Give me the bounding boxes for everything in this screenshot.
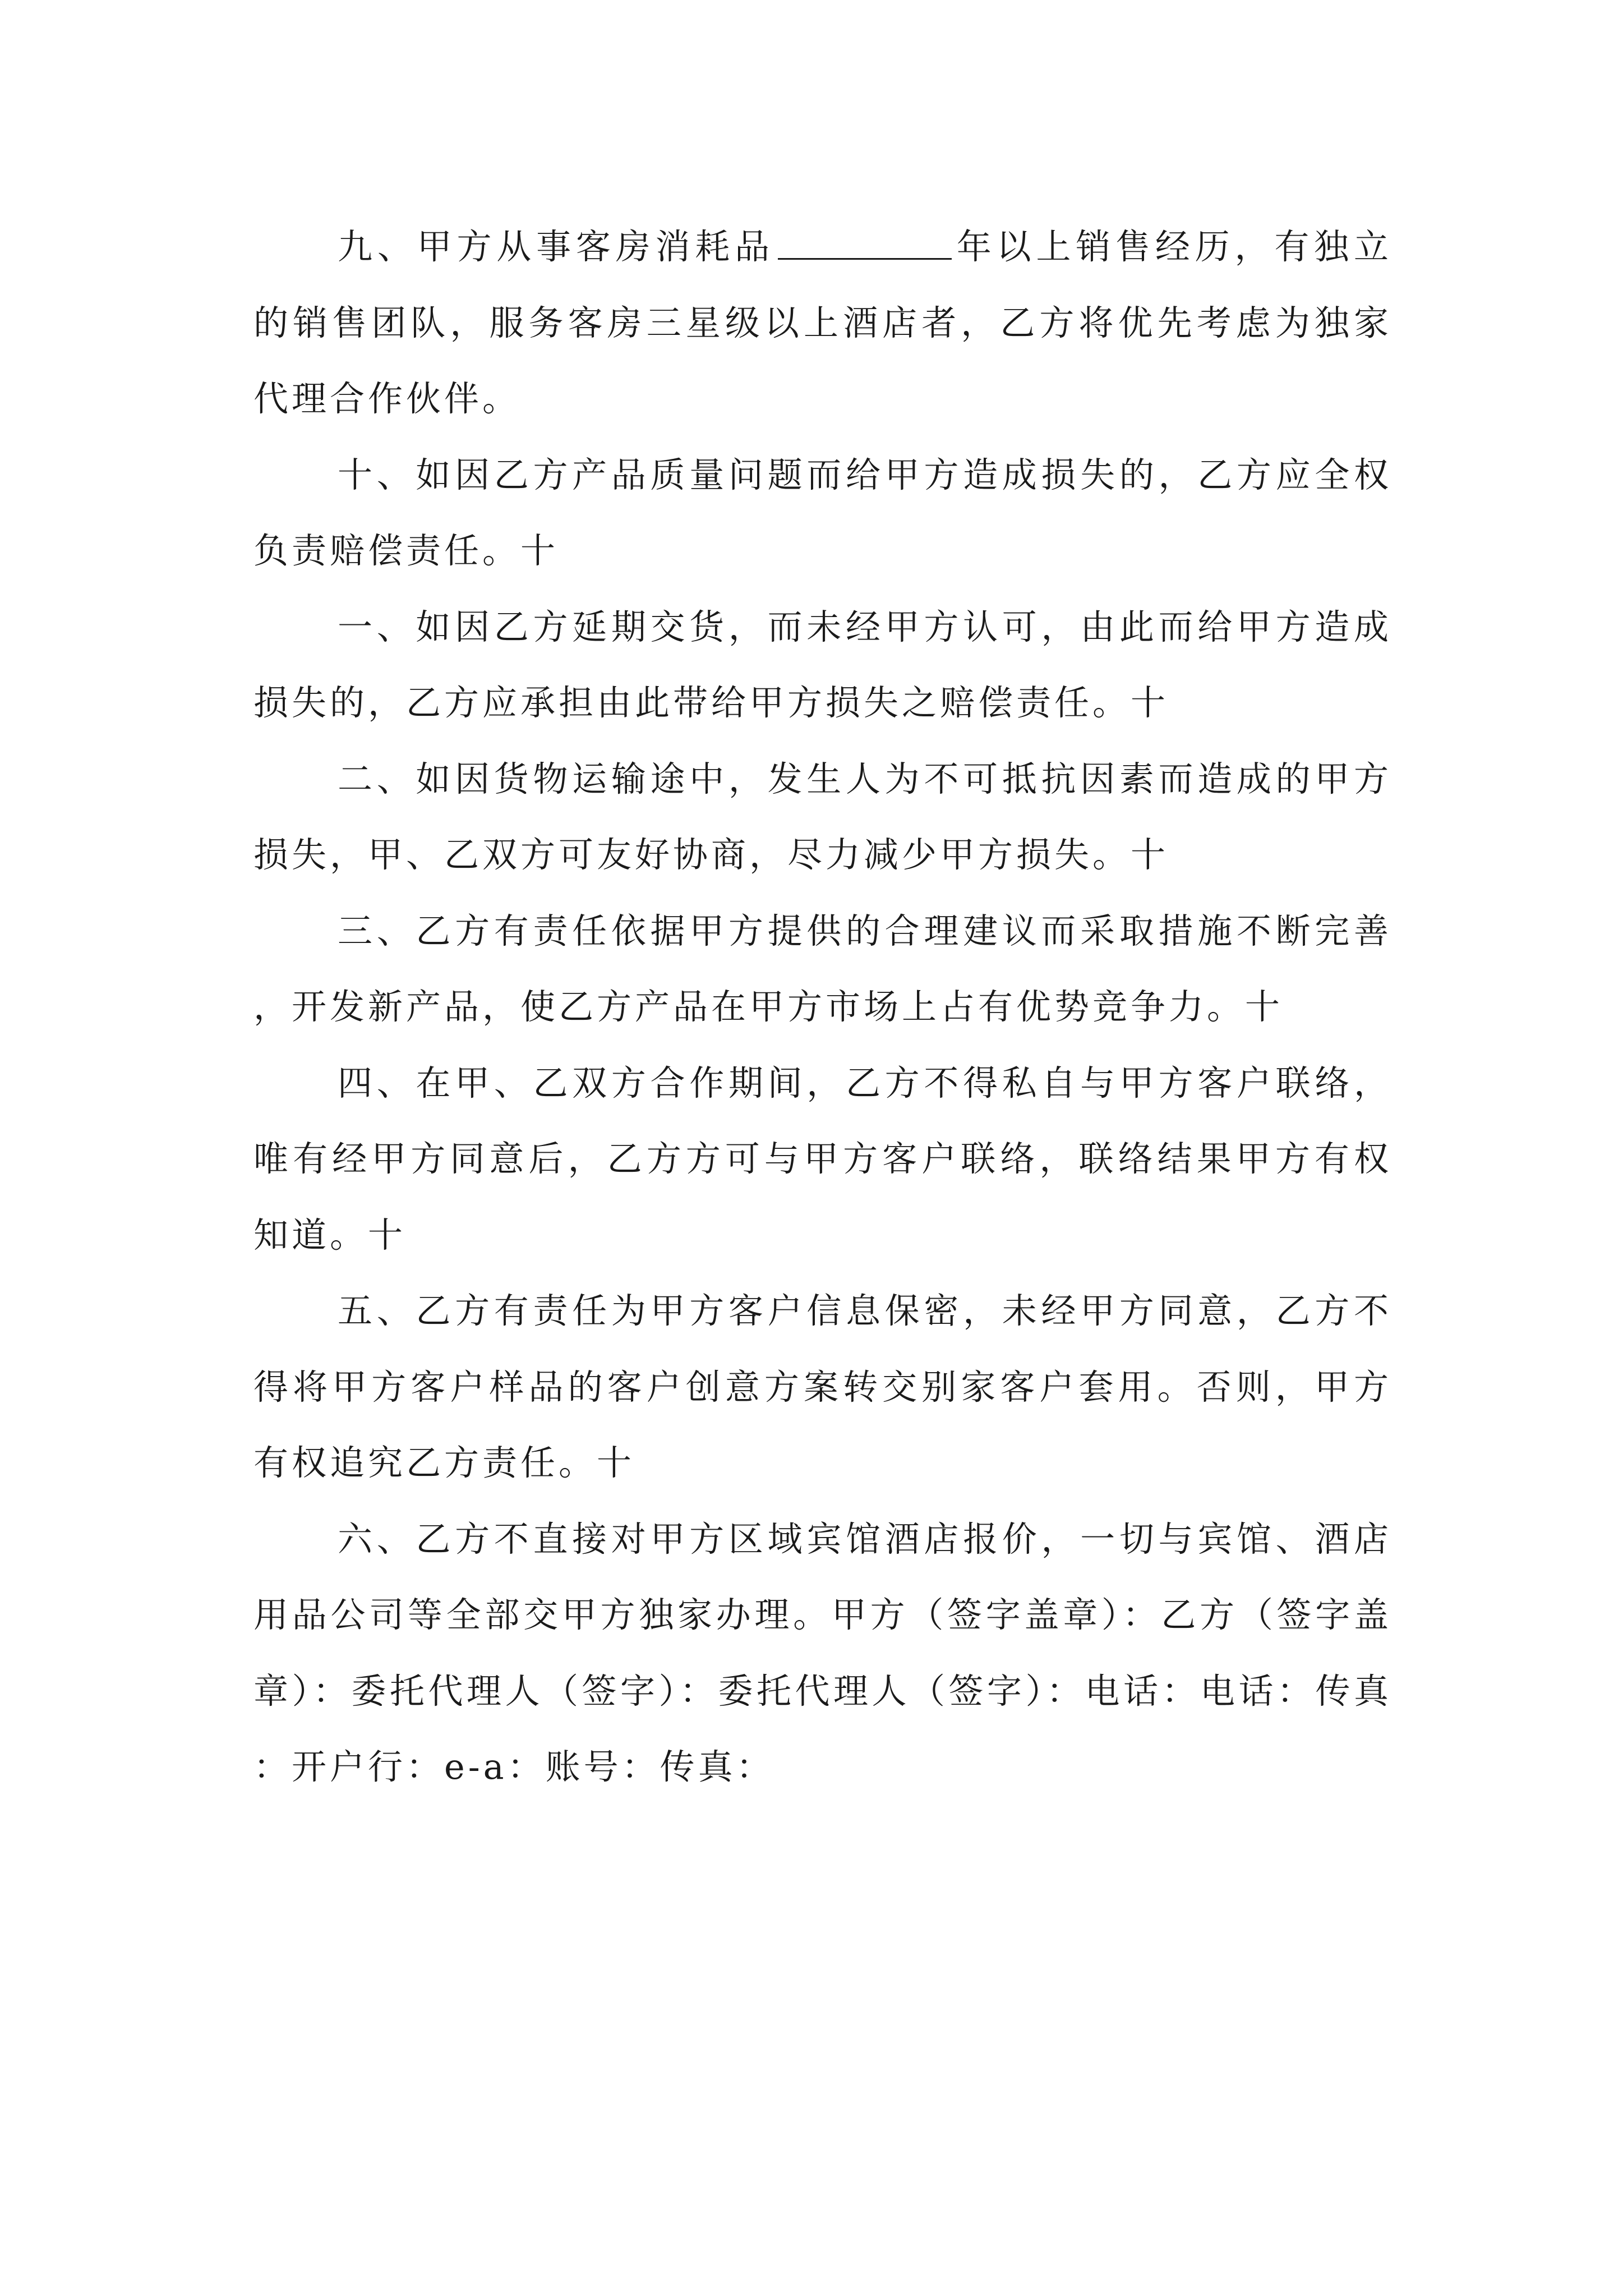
clause-9-text-start: 九、甲方从事客房消耗品 xyxy=(338,226,774,267)
years-blank-field xyxy=(778,224,952,260)
clause-9-text-end: 年以上销售经历，有独立的销售团队，服务客房三星级以上酒店者，乙方将优先考虑为独家代理合作伙伴。 xyxy=(253,226,1392,419)
clause-12: 二、如因货物运输途中，发生人为不可抵抗因素而造成的甲方损失，甲、乙双方可友好协商，尽力减少甲方损失。十 xyxy=(253,758,1392,875)
document-body xyxy=(253,209,1392,1805)
clause-16-signature-block: 六、乙方不直接对甲方区域宾馆酒店报价，一切与宾馆、酒店用品公司等全部交甲方独家办理。甲方（签字盖章）：乙方（签字盖章）：委托代理人（签字）：委托代理人（签字）：电话：电话：传真：开户行：e-a：账号：传真： xyxy=(253,1518,1392,1787)
clause-14: 四、在甲、乙双方合作期间，乙方不得私自与甲方客户联络，唯有经甲方同意后，乙方方可与甲方客户联络，联络结果甲方有权知道。十 xyxy=(253,1062,1392,1255)
clause-10: 十、如因乙方产品质量问题而给甲方造成损失的，乙方应全权负责赔偿责任。十 xyxy=(253,454,1392,571)
clause-13: 三、乙方有责任依据甲方提供的合理建议而采取措施不断完善，开发新产品，使乙方产品在甲方市场上占有优势竞争力。十 xyxy=(253,910,1392,1027)
clause-9 xyxy=(253,209,1392,437)
clause-15: 五、乙方有责任为甲方客户信息保密，未经甲方同意，乙方不得将甲方客户样品的客户创意方案转交别家客户套用。否则，甲方有权追究乙方责任。十 xyxy=(253,1290,1392,1483)
clause-11: 一、如因乙方延期交货，而未经甲方认可，由此而给甲方造成损失的，乙方应承担由此带给甲方损失之赔偿责任。十 xyxy=(253,606,1392,723)
